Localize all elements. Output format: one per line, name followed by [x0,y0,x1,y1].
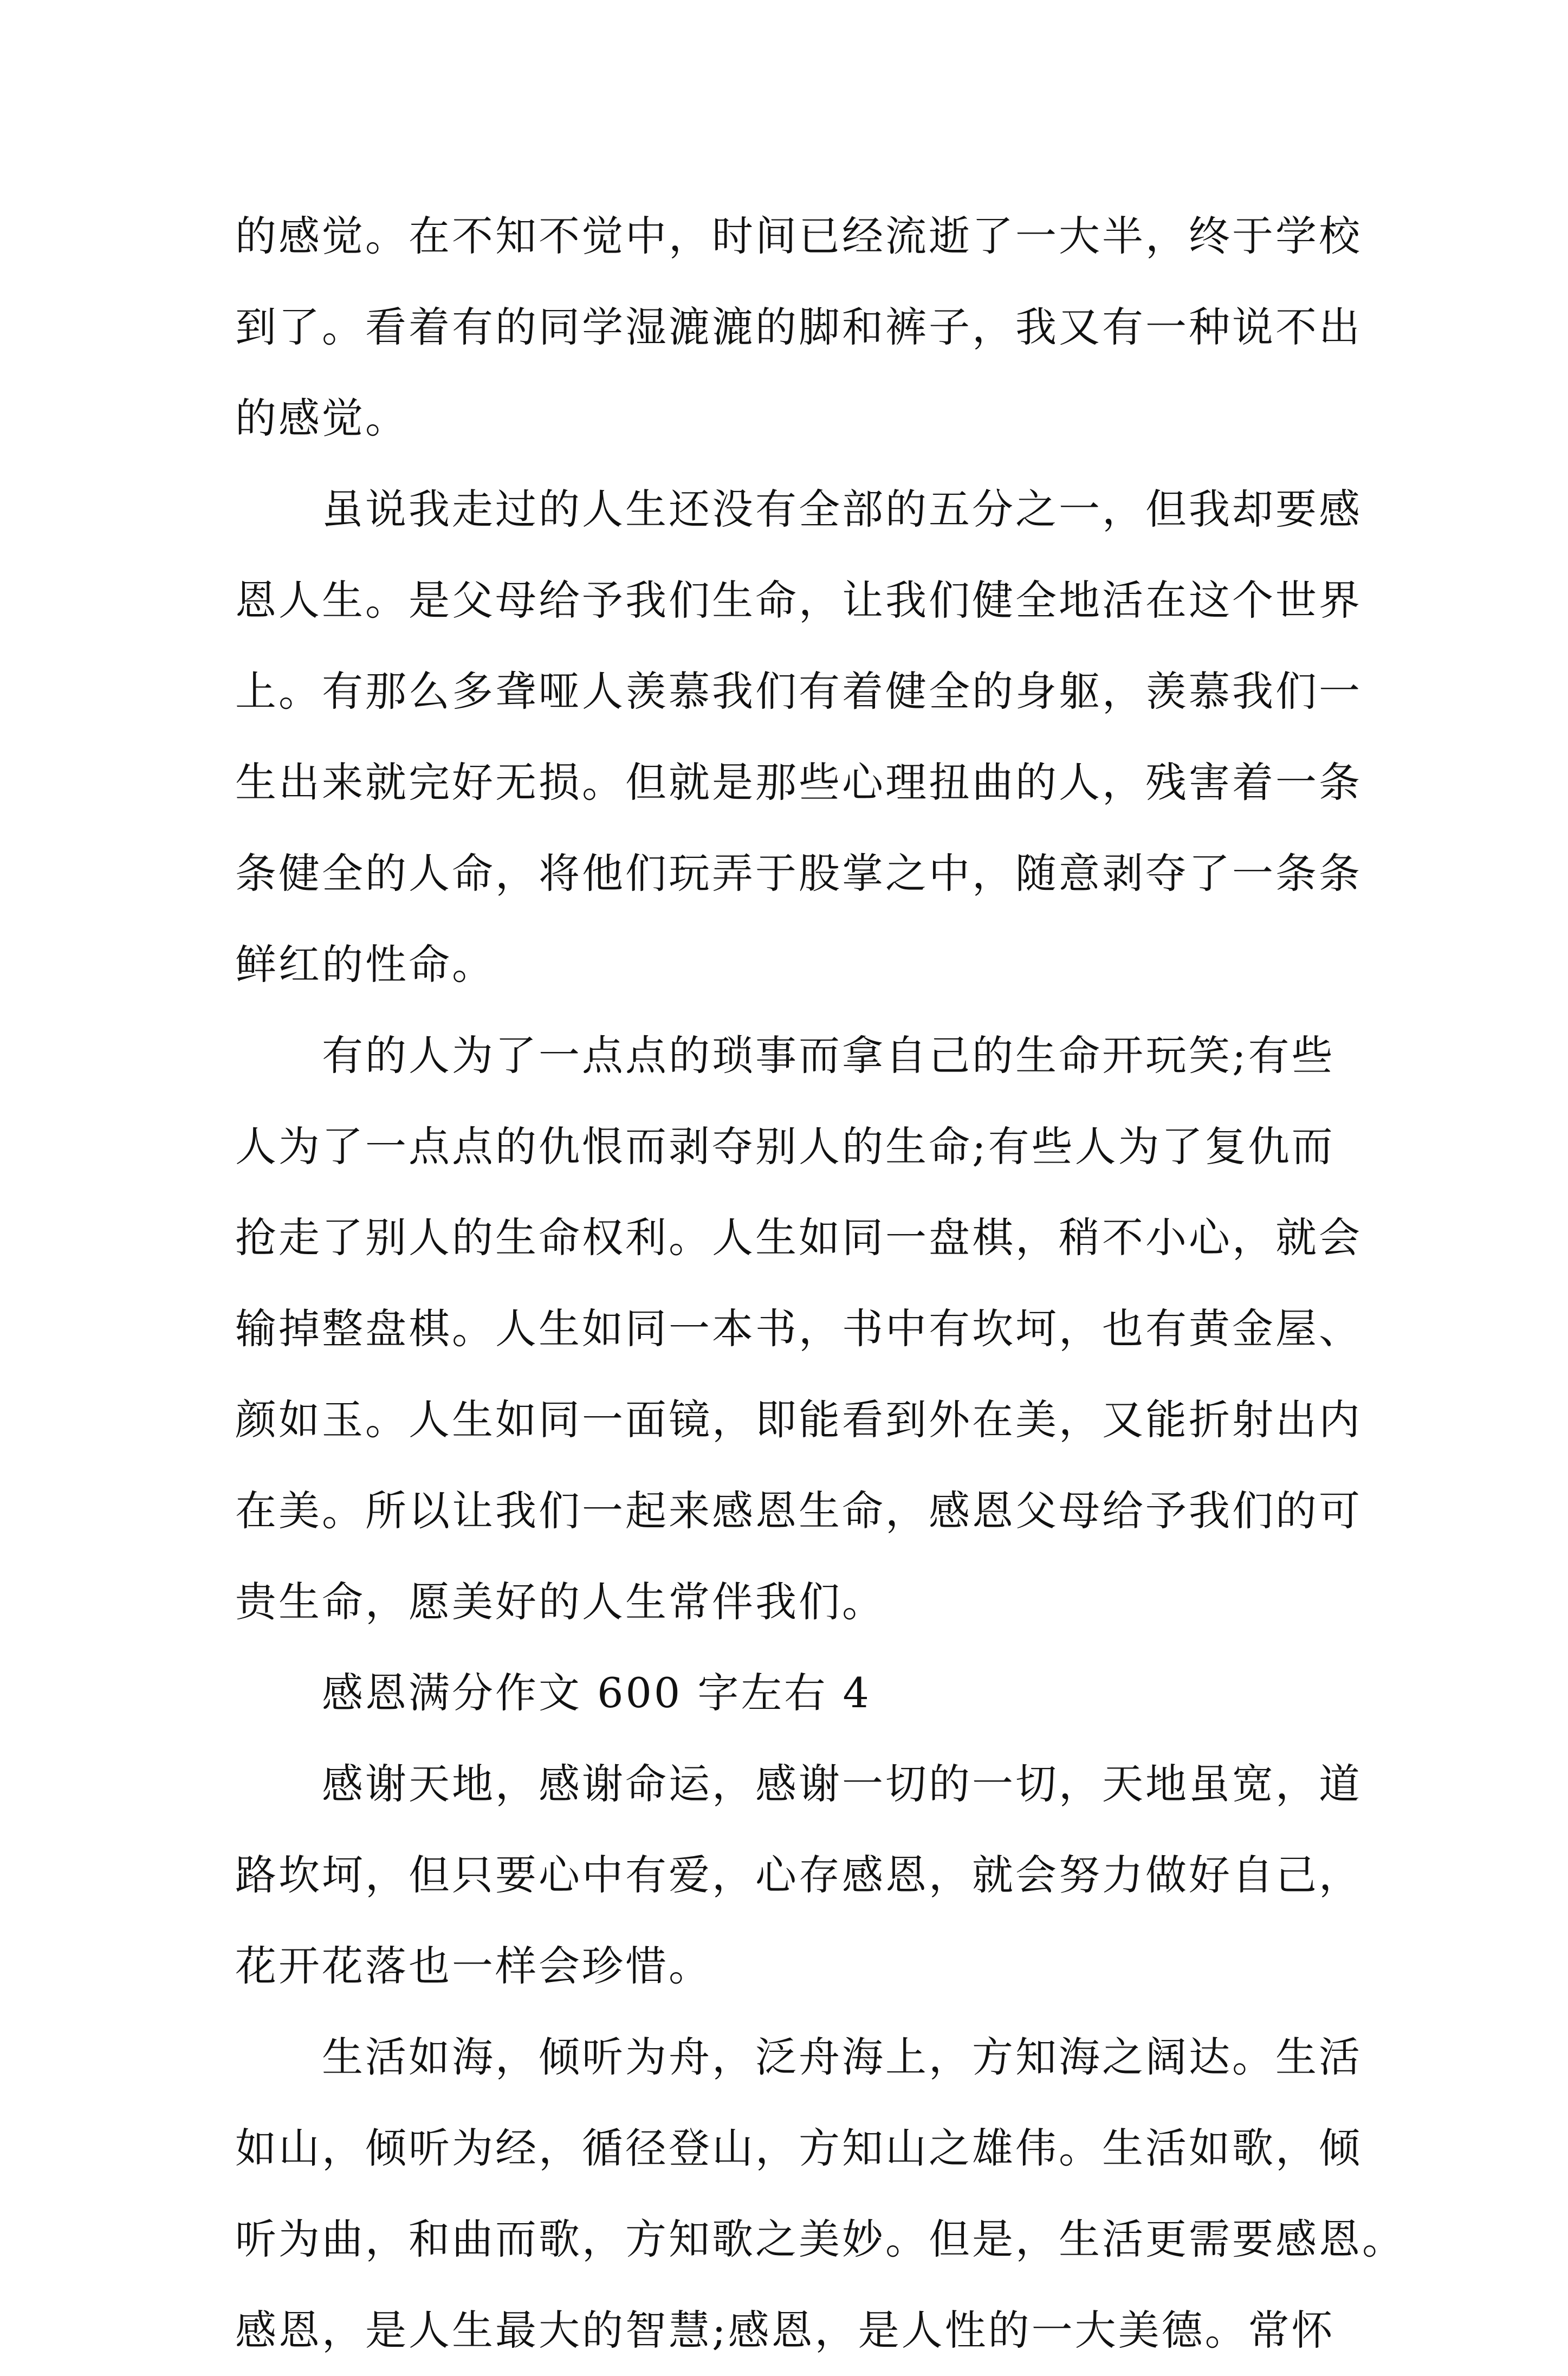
text-line: 路坎坷，但只要心中有爱，心存感恩，就会努力做好自己， [235,1851,1362,1899]
text-line: 贵生命，愿美好的人生常伴我们。 [235,1578,885,1626]
text-line: 生活如海，倾听为舟，泛舟海上，方知海之阔达。生活 [322,2033,1362,2081]
text-line: 听为曲，和曲而歌，方知歌之美妙。但是，生活更需要感恩。 [235,2215,1405,2263]
text-line: 颜如玉。人生如同一面镜，即能看到外在美，又能折射出内 [235,1396,1362,1444]
text-line: 的感觉。在不知不觉中，时间已经流逝了一大半，终于学校 [235,212,1362,260]
essay-body [235,191,1405,2376]
text-line: 人为了一点点的仇恨而剥夺别人的生命;有些人为了复仇而 [235,1122,1335,1171]
section-heading: 感恩满分作文 600 字左右 4 [322,1669,871,1717]
text-line: 虽说我走过的人生还没有全部的五分之一，但我却要感 [322,485,1362,533]
text-line: 到了。看着有的同学湿漉漉的脚和裤子，我又有一种说不出 [235,303,1362,351]
text-line: 输掉整盘棋。人生如同一本书，书中有坎坷，也有黄金屋、 [235,1305,1362,1353]
text-line: 有的人为了一点点的琐事而拿自己的生命开玩笑;有些 [322,1031,1335,1080]
text-line: 恩人生。是父母给予我们生命，让我们健全地活在这个世界 [235,576,1362,624]
text-line: 的感觉。 [235,394,409,442]
text-line: 鲜红的性命。 [235,940,495,989]
text-line: 生出来就完好无损。但就是那些心理扭曲的人，残害着一条 [235,758,1362,806]
text-line: 在美。所以让我们一起来感恩生命，感恩父母给予我们的可 [235,1487,1362,1535]
text-line: 花开花落也一样会珍惜。 [235,1942,712,1990]
text-line: 抢走了别人的生命权利。人生如同一盘棋，稍不小心，就会 [235,1213,1362,1262]
text-line: 上。有那么多聋哑人羡慕我们有着健全的身躯，羡慕我们一 [235,667,1362,715]
text-line: 感恩，是人生最大的智慧;感恩，是人性的一大美德。常怀 [235,2306,1335,2354]
text-line: 感谢天地，感谢命运，感谢一切的一切，天地虽宽，道 [322,1760,1362,1808]
text-line: 条健全的人命，将他们玩弄于股掌之中，随意剥夺了一条条 [235,849,1362,898]
text-line: 如山，倾听为经，循径登山，方知山之雄伟。生活如歌，倾 [235,2124,1362,2172]
